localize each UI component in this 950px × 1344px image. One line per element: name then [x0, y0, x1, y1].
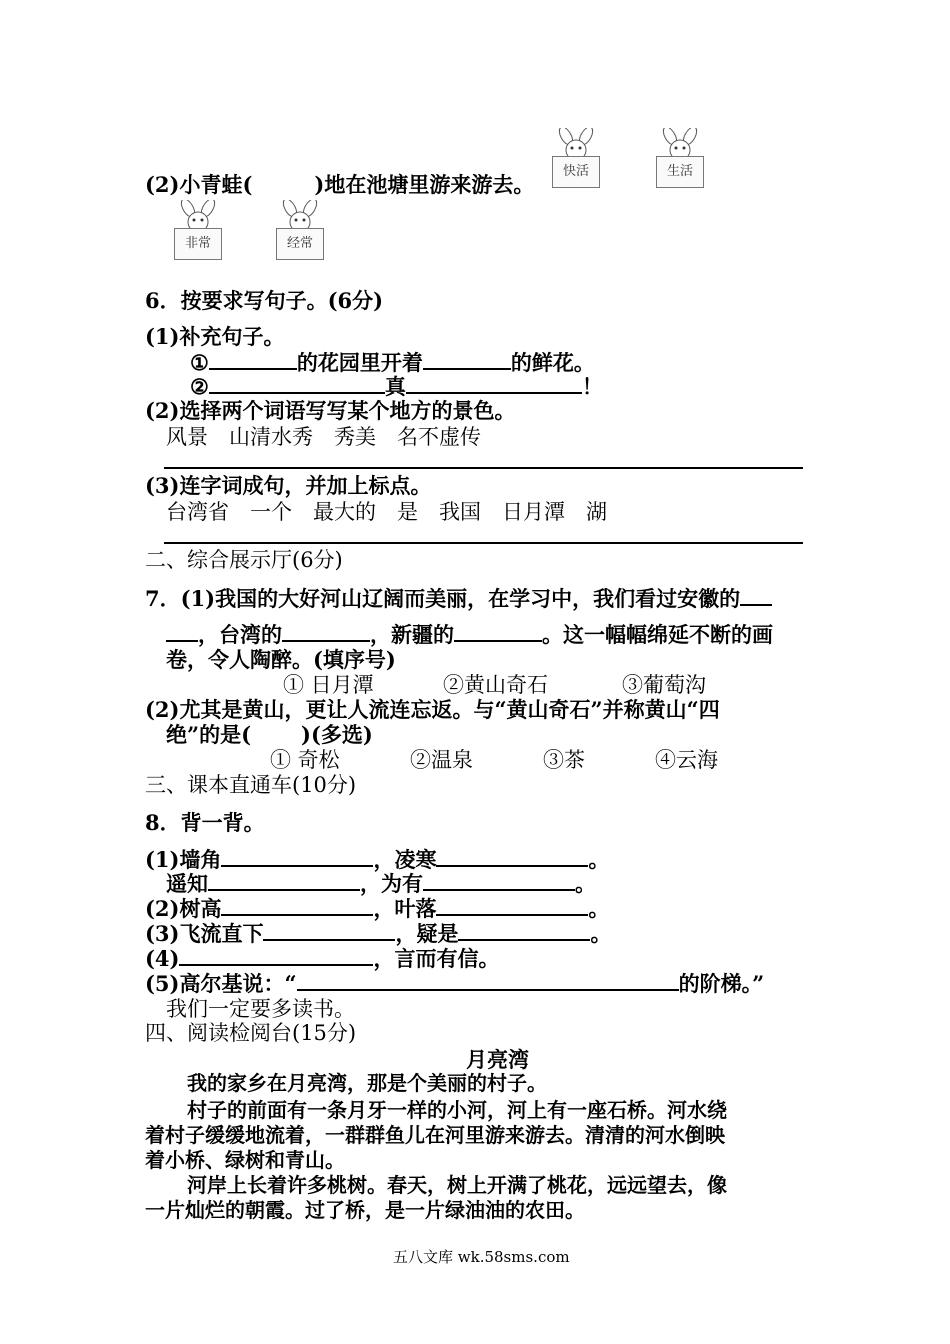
answer-blank[interactable]: [740, 586, 772, 606]
rabbit-card-jingchang: [272, 200, 328, 264]
q6-sub1-item2-num: ②: [190, 374, 209, 399]
q7-option-1: ① 日月潭: [283, 673, 374, 697]
q6-sub3: (3)连字词成句，并加上标点。: [145, 473, 432, 498]
q7-line4: (2)尤其是黄山，更让人流连忘返。与“黄山奇石”并称黄山“四: [145, 697, 720, 722]
answer-blank[interactable]: [436, 896, 588, 916]
answer-blank[interactable]: [221, 896, 373, 916]
section2-heading: 二、综合展示厅(6分): [145, 548, 343, 572]
q7-option2-4: ④云海: [655, 748, 718, 772]
answer-line[interactable]: [164, 467, 803, 469]
q7-line2-c: 。这一幅幅绵延不断的画: [542, 622, 773, 647]
q7-line5: [166, 722, 373, 748]
q8-row5: [145, 946, 499, 972]
q7-line2-a: ，台湾的: [198, 622, 282, 647]
q6-heading: 6．按要求写句子。(6分): [145, 288, 384, 313]
q7-line2: [166, 622, 773, 648]
answer-blank[interactable]: [263, 921, 395, 941]
q8-r3-c: 。: [588, 896, 610, 921]
q8-row6: [145, 971, 764, 997]
card-label: 生活: [656, 156, 704, 188]
q8-r1-b: ，凌寒: [373, 847, 437, 872]
q8-row4: [145, 921, 611, 947]
q6-sub1-item1-end: 的鲜花。: [510, 350, 595, 375]
card-label: 非常: [174, 228, 222, 260]
q8-r3-a: (2)树高: [145, 896, 222, 921]
answer-blank[interactable]: [436, 847, 588, 867]
answer-blank[interactable]: [406, 374, 582, 394]
answer-blank[interactable]: [166, 622, 198, 642]
rabbit-card-shenghuo: [652, 128, 708, 192]
q6-sub1-item1: [190, 350, 595, 376]
q7-option-2: ②黄山奇石: [443, 673, 548, 697]
q8-r2-b: ，为有: [360, 871, 423, 896]
q6-sub1-item1-text: 的花园里开着: [296, 350, 423, 375]
card-label: 经常: [276, 228, 324, 260]
q7-line5-b: )(多选): [301, 722, 373, 747]
q8-row7: 我们一定要多读书。: [166, 997, 355, 1021]
q7-option2-3: ③茶: [543, 748, 585, 772]
q8-r5-a: (4): [145, 946, 180, 971]
q8-r4-a: (3)飞流直下: [145, 921, 264, 946]
q7-option2-1: ① 奇松: [270, 748, 340, 772]
reading-p2-line2: 着村子缓缓地流着，一群群鱼儿在河里游来游去。清清的河水倒映: [145, 1123, 725, 1147]
q8-r2-a: 遥知: [166, 871, 208, 896]
answer-blank[interactable]: [454, 622, 542, 642]
q6-sub1-item2: [190, 374, 603, 400]
answer-blank[interactable]: [179, 946, 373, 966]
q8-r1-c: 。: [588, 847, 610, 872]
q7-line5-a: 绝”的是(: [166, 722, 252, 747]
q8-row2: [166, 871, 596, 897]
rabbit-card-kuaihuo: [548, 128, 604, 192]
q8-r6-a: (5)高尔基说：“: [145, 971, 297, 996]
answer-blank[interactable]: [282, 622, 370, 642]
q6-sub1: (1)补充句子。: [145, 324, 285, 349]
q7-option-3: ③葡萄沟: [622, 673, 706, 697]
reading-p2-line3: 着小桥、绿树和青山。: [145, 1148, 345, 1172]
card-label: 快活: [552, 156, 600, 188]
q8-heading: 8．背一背。: [145, 810, 265, 835]
q8-r6-b: 的阶梯。”: [678, 971, 765, 996]
q8-r2-c: 。: [575, 871, 596, 896]
q8-r3-b: ，叶落: [373, 896, 437, 921]
q8-row1: [145, 847, 609, 873]
q6-words2: 风景 山清水秀 秀美 名不虚传: [166, 425, 481, 449]
answer-blank[interactable]: [209, 350, 297, 370]
answer-blank[interactable]: [221, 847, 373, 867]
q6-sub1-item1-num: ①: [190, 350, 209, 375]
q7-line1-text: 7．(1)我国的大好河山辽阔而美丽，在学习中，我们看过安徽的: [145, 586, 741, 611]
q7-option2-2: ②温泉: [410, 748, 473, 772]
q5-item2: [145, 172, 534, 198]
q6-sub2: (2)选择两个词语写写某个地方的景色。: [145, 398, 516, 423]
q7-line2-b: ，新疆的: [370, 622, 454, 647]
q8-r5-b: ，言而有信。: [373, 946, 500, 971]
answer-blank[interactable]: [423, 871, 575, 891]
section4-heading: 四、阅读检阅台(15分): [145, 1021, 357, 1045]
answer-blank[interactable]: [208, 871, 360, 891]
reading-p1: 我的家乡在月亮湾，那是个美丽的村子。: [187, 1071, 547, 1095]
q6-sub1-item2-text: 真: [384, 374, 406, 399]
section3-heading: 三、课本直通车(10分): [145, 773, 357, 797]
reading-p3-line1: 河岸上长着许多桃树。春天，树上开满了桃花，远远望去，像: [187, 1173, 727, 1197]
q7-line1: [145, 586, 772, 612]
footer-watermark: 五八文库 wk.58sms.com: [393, 1248, 570, 1266]
answer-blank[interactable]: [297, 971, 679, 991]
rabbit-card-feichang: [170, 200, 226, 264]
q8-r4-c: 。: [590, 921, 612, 946]
reading-p2-line1: 村子的前面有一条月牙一样的小河，河上有一座石桥。河水绕: [187, 1098, 727, 1122]
answer-line[interactable]: [164, 542, 803, 544]
q6-words3: 台湾省 一个 最大的 是 我国 日月潭 湖: [166, 500, 607, 524]
reading-p3-line2: 一片灿烂的朝霞。过了桥，是一片绿油油的农田。: [145, 1198, 585, 1222]
q6-sub1-item2-end: ！: [581, 374, 603, 399]
q8-row3: [145, 896, 609, 922]
reading-title: 月亮湾: [466, 1048, 529, 1072]
answer-blank[interactable]: [423, 350, 511, 370]
q8-r4-b: ，疑是: [395, 921, 459, 946]
q8-r1-a: (1)墙角: [145, 847, 222, 872]
q5-item2-suffix: )地在池塘里游来游去。: [314, 172, 535, 197]
answer-blank[interactable]: [458, 921, 590, 941]
answer-blank[interactable]: [209, 374, 385, 394]
q5-item2-prefix: (2)小青蛙(: [145, 172, 253, 197]
q7-line3: 卷，令人陶醉。(填序号): [166, 647, 396, 672]
